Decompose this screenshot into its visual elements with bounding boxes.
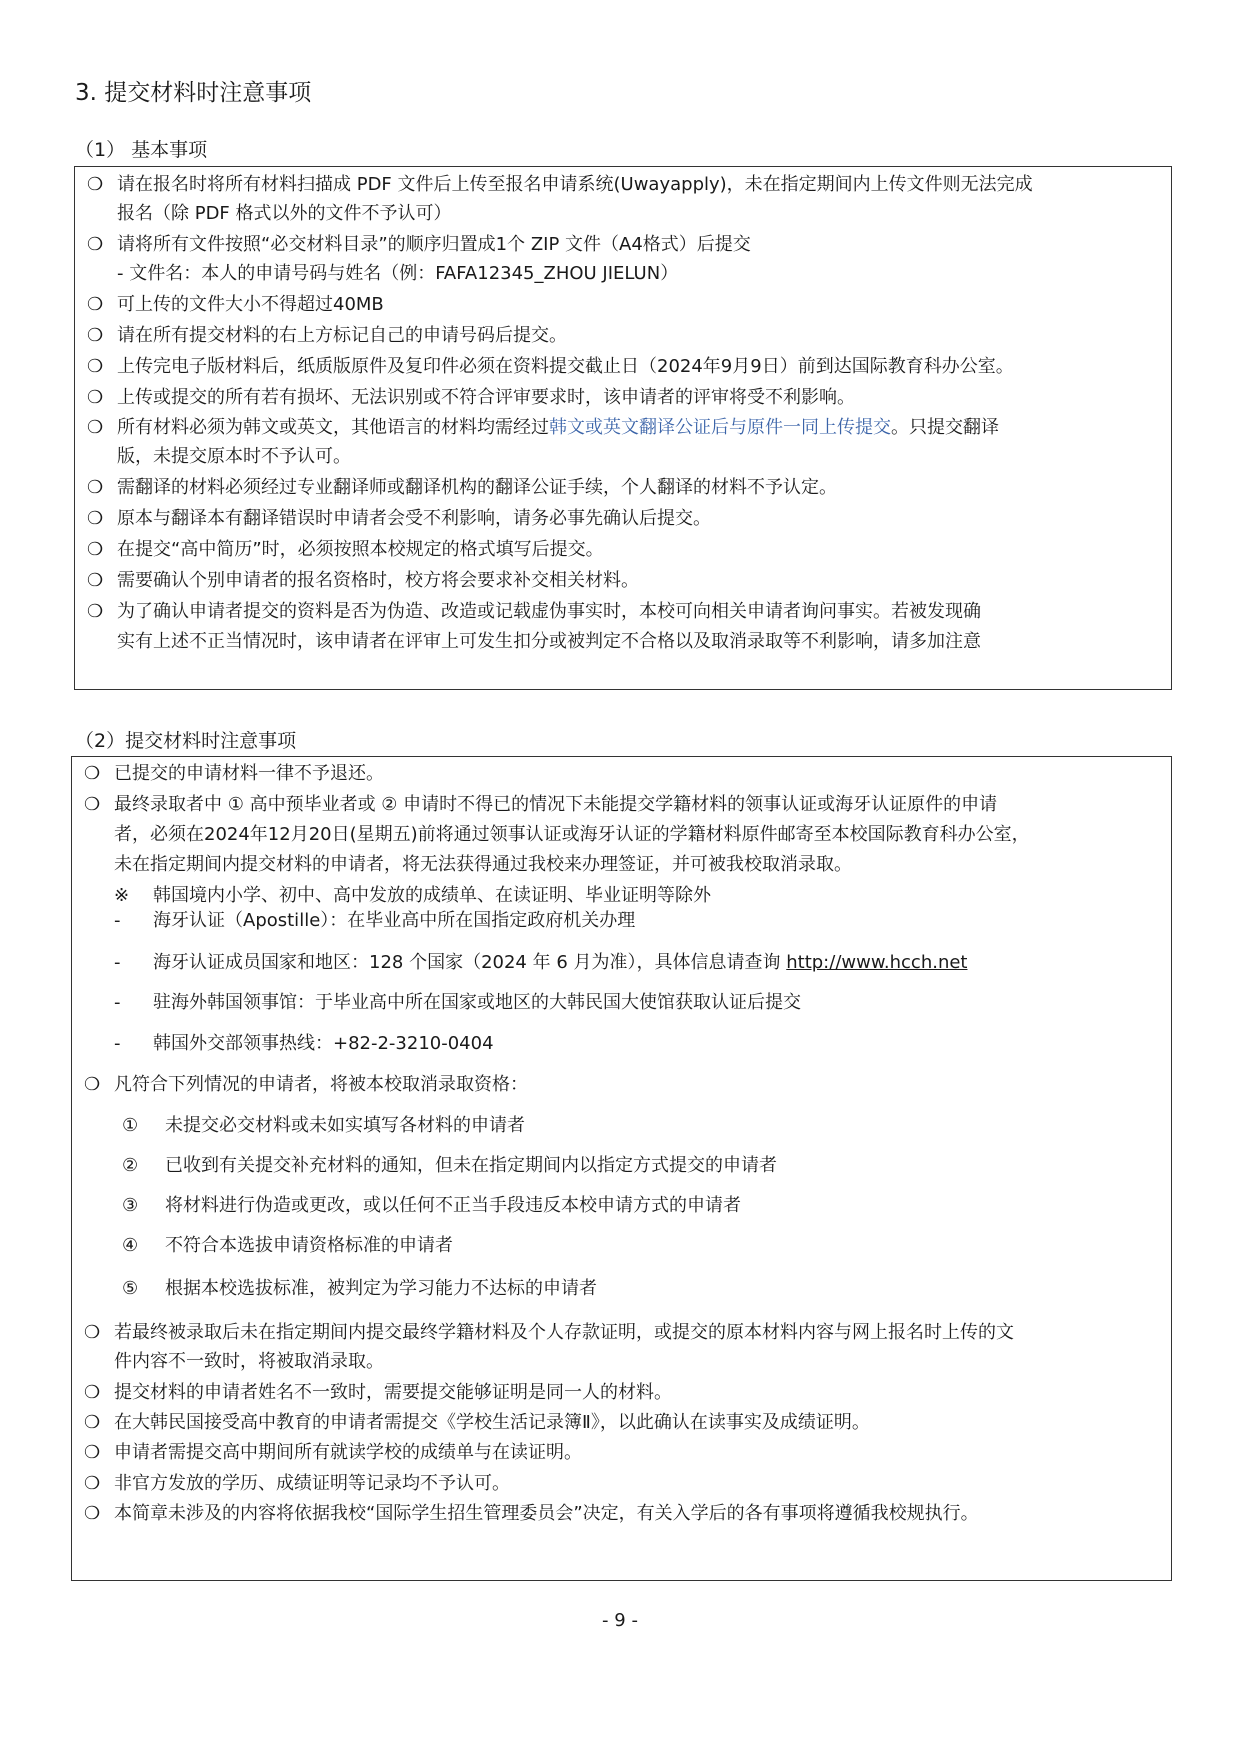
circle-bullet-icon: ❍: [87, 417, 104, 438]
circle-bullet-icon: ❍: [84, 1074, 101, 1095]
translation-notice-highlight: 韩文或英文翻译公证后与原件一同上传提交: [549, 417, 891, 438]
circle-bullet-icon: ❍: [87, 325, 104, 346]
subsection-2-title: （2）提交材料时注意事项: [75, 730, 297, 752]
circle-bullet-icon: ❍: [84, 1442, 101, 1463]
circle-bullet-icon: ❍: [84, 1412, 101, 1433]
basic-items-box: ❍ 请在报名时将所有材料扫描成 PDF 文件后上传至报名申请系统(Uwayapply)，未在指定期间内上传文件则无法完成 报名（除 PDF 格式以外的文件不予认可） ❍ 请将所有文件按照“必交材料目录”的顺序归置成1个 ZIP 文件（A4格式）后提交 - 文件名：本人的申请号码与姓名（例：FAFA12345_ZHOU JIELUN） ❍ 可上传的文件大小不得超过40MB ❍ 请在所有提交材料的右上方标记自己的申请号码后提交。 ❍ 上传完电子版材料后，纸质版原件及复印件必须在资料提交截止日（2024年9月9日）前到达国际教育科办公室。 ❍ 上传或提交的所有若有损坏、无法识别或不符合评审要求时，该申请者的评审将受不利影响。 ❍ 所有材料必须为韩文或英文，其他语言的材料均需经过韩文或英文翻译公证后与原件一同上传提交。只提交翻译 版，未提交原本时不予认可。 ❍ 需翻译的材料必须经过专业翻译师或翻译机构的翻译公证手续，个人翻译的材料不予认定。 ❍ 原本与翻译本有翻译错误时申请者会受不利影响，请务必事先确认后提交。 ❍ 在提交“高中简历”时，必须按照本校规定的格式填写后提交。 ❍ 需要确认个别申请者的报名资格时，校方将会要求补交相关材料。 ❍ 为了确认申请者提交的资料是否为伪造、改造或记载虚伪事实时，本校可向相关申请者询问事实。若被发现确 实有上述不正当情况时，该申请者在评审上可发生扣分或被判定不合格以及取消录取等不利影响，请多加注意: [74, 166, 1172, 690]
circle-bullet-icon: ❍: [87, 294, 104, 315]
circle-bullet-icon: ❍: [87, 387, 104, 408]
circle-bullet-icon: ❍: [87, 174, 104, 195]
circle-bullet-icon: ❍: [84, 763, 101, 784]
circle-bullet-icon: ❍: [84, 1473, 101, 1494]
reference-mark-icon: ※: [114, 885, 130, 906]
submission-notes-box: ❍ 已提交的申请材料一律不予退还。 ❍ 最终录取者中 ① 高中预毕业者或 ② 申请时不得已的情况下未能提交学籍材料的领事认证或海牙认证原件的申请 者，必须在2024年12月20日(星期五)前将通过领事认证或海牙认证的学籍材料原件邮寄至本校国际教育科办公室， 未在指定期间内提交材料的申请者，将无法获得通过我校来办理签证，并可被我校取消录取。 ※ 韩国境内小学、初中、高中发放的成绩单、在读证明、毕业证明等除外 - 海牙认证（Apostille）：在毕业高中所在国指定政府机关办理 - 海牙认证成员国家和地区：128 个国家（2024 年 6 月为准），具体信息请查询 http://www.hcch.net - 驻海外韩国领事馆：于毕业高中所在国家或地区的大韩民国大使馆获取认证后提交 - 韩国外交部领事热线：+82-2-3210-0404 ❍ 凡符合下列情况的申请者，将被本校取消录取资格： ① 未提交必交材料或未如实填写各材料的申请者 ② 已收到有关提交补充材料的通知，但未在指定期间内以指定方式提交的申请者 ③ 将材料进行伪造或更改，或以任何不正当手段违反本校申请方式的申请者 ④ 不符合本选拔申请资格标准的申请者 ⑤ 根据本校选拔标准，被判定为学习能力不达标的申请者 ❍ 若最终被录取后未在指定期间内提交最终学籍材料及个人存款证明，或提交的原本材料内容与网上报名时上传的文 件内容不一致时，将被取消录取。 ❍ 提交材料的申请者姓名不一致时，需要提交能够证明是同一人的材料。 ❍ 在大韩民国接受高中教育的申请者需提交《学校生活记录簿Ⅱ》，以此确认在读事实及成绩证明。 ❍ 申请者需提交高中期间所有就读学校的成绩单与在读证明。 ❍ 非官方发放的学历、成绩证明等记录均不予认可。 ❍ 本简章未涉及的内容将依据我校“国际学生招生管理委员会”决定，有关入学后的各有事项将遵循我校规执行。: [71, 756, 1172, 1581]
circle-bullet-icon: ❍: [87, 477, 104, 498]
page-number: - 9 -: [602, 1610, 638, 1631]
circle-bullet-icon: ❍: [84, 794, 101, 815]
circle-bullet-icon: ❍: [87, 234, 104, 255]
section-heading: 3. 提交材料时注意事项: [75, 80, 312, 106]
circle-bullet-icon: ❍: [87, 356, 104, 377]
circle-bullet-icon: ❍: [87, 539, 104, 560]
circle-bullet-icon: ❍: [84, 1382, 101, 1403]
circle-bullet-icon: ❍: [87, 508, 104, 529]
circle-bullet-icon: ❍: [84, 1503, 101, 1524]
subsection-1-title: （1） 基本事项: [75, 139, 208, 161]
circle-bullet-icon: ❍: [87, 570, 104, 591]
hcch-link[interactable]: http://www.hcch.net: [786, 952, 968, 973]
circle-bullet-icon: ❍: [84, 1322, 101, 1343]
circle-bullet-icon: ❍: [87, 601, 104, 622]
